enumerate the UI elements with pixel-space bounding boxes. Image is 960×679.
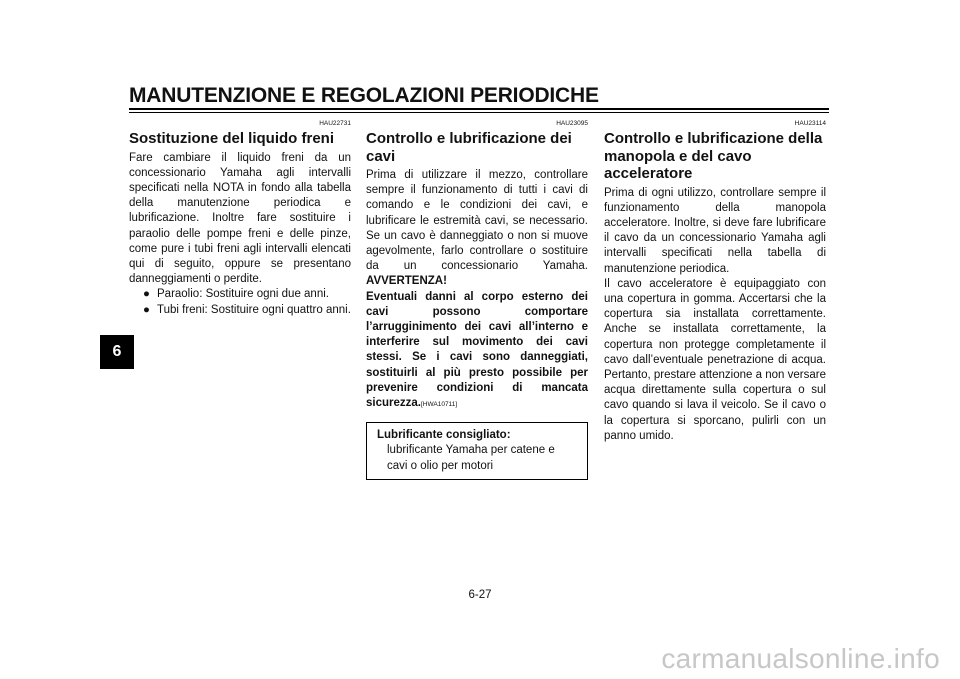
section-code: HAU23095 (556, 120, 588, 127)
page-header-title: MANUTENZIONE E REGOLAZIONI PERIODICHE (129, 84, 599, 107)
watermark: carmanualsonline.info (661, 643, 940, 674)
section-paragraph: Fare cambiare il liquido freni da un concessionario Yamaha agli intervalli specificati nella NOTA in fondo alla tabella della manutenzione periodica e lubrificazione. Inoltre fare sostituire i paraolio delle pompe freni e delle pinze, come pure i tubi freni agli intervalli elencati qui di seguito, oppure se presentano danneggiamenti o perdite. (129, 151, 351, 286)
section-paragraph (366, 168, 588, 290)
section-heading: Controllo e lubrificazione della manopola e del cavo acceleratore (604, 130, 823, 182)
column-throttle (604, 120, 826, 444)
section-code: HAU23114 (794, 120, 826, 127)
lubricant-box (366, 422, 588, 480)
warning-code: [HWA10711] (420, 401, 458, 409)
paragraph-text: Prima di utilizzare il mezzo, controllare sempre il funzionamento di tutti i cavi di comando e le condizioni dei cavi, e lubrificare le estremità cavi, se necessario. Se un cavo è danneggiato o non si muove agevolmente, farlo controllare o sostituire da un concessionario Yamaha. (366, 169, 588, 273)
warning-text (366, 290, 588, 413)
lubricant-box-value: lubrificante Yamaha per catene e cavi o olio per motori (387, 444, 555, 472)
section-code: HAU22731 (319, 120, 351, 127)
section-heading: Controllo e lubrificazione dei cavi (366, 130, 572, 165)
list-item-text: Tubi freni: Sostituire ogni quattro anni. (157, 303, 351, 316)
header-rule-thin (129, 112, 829, 113)
column-brake-fluid (129, 120, 351, 318)
section-paragraph: Prima di ogni utilizzo, controllare sempre il funzionamento della manopola acceleratore. Inoltre, si deve fare lubrificare il cavo da un concessionario Yamaha agli intervalli specificati nella tabella di manutenzione periodica. (604, 186, 826, 275)
list-item (143, 303, 351, 318)
section-heading: Sostituzione del liquido freni (129, 130, 334, 147)
section-paragraph: Il cavo acceleratore è equipaggiato con una copertura in gomma. Accertarsi che la copertura sia installata correttamente. Anche se installata correttamente, la copertura non protegge completamente il cavo dall’eventuale penetrazione di acqua. Pertanto, prestare attenzione a non versare acqua direttamente sulla copertura o sul cavo quando si lava il veicolo. Se il cavo o la copertura si sporcano, pulirli con un panno umido. (604, 277, 826, 442)
bullet-icon: ● (143, 303, 150, 316)
warning-label: AVVERTENZA! (366, 275, 447, 288)
chapter-tab: 6 (100, 335, 134, 369)
column-cables (366, 120, 588, 480)
list-item (143, 287, 351, 302)
header-rule-thick (129, 108, 829, 110)
warning-body: Eventuali danni al corpo esterno dei cavi possono comportare l’arrugginimento dei cavi all’interno e interferire sul movimento dei cavi stessi. Se i cavi sono danneggiati, sostituirli al più presto possibile per prevenire condizioni di mancata sicurezza. (366, 290, 588, 410)
bullet-icon: ● (143, 288, 150, 301)
page-number: 6-27 (468, 589, 492, 601)
list-item-text: Paraolio: Sostituire ogni due anni. (157, 288, 329, 301)
lubricant-box-title: Lubrificante consigliato: (377, 429, 511, 442)
